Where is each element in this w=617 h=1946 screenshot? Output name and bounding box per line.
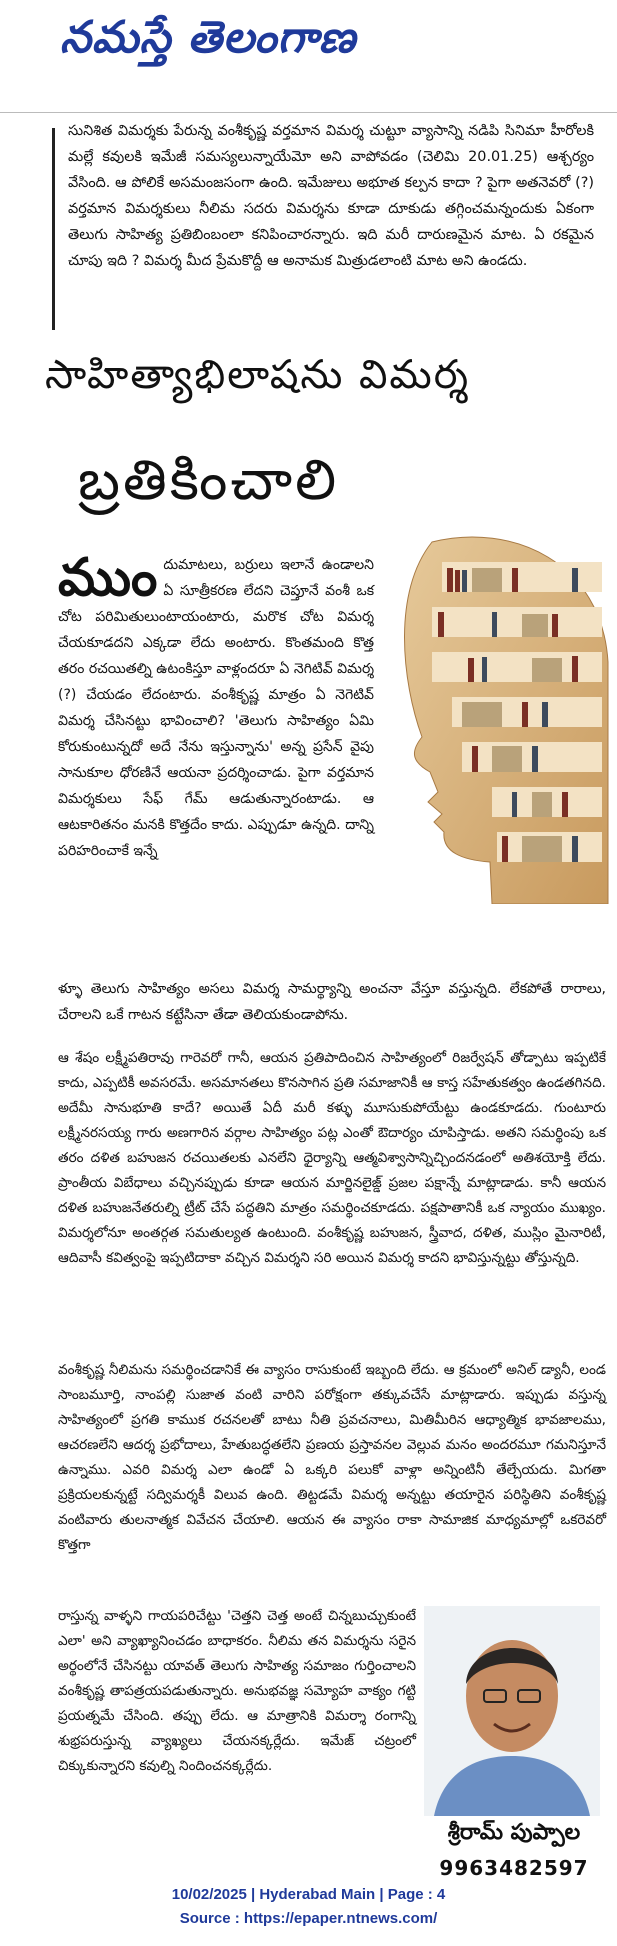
body-paragraph-1-continued: ళ్ళూ తెలుగు సాహిత్యం అసలు విమర్శ సామర్థ్యాన్ని అంచనా వేస్తూ వస్తున్నది. లేకపోతే రారాలు, చేరాలని ఒకే గాటన కట్టేసినా తేడా తెలియకుండాపోను. <box>58 981 606 1023</box>
intro-bar <box>52 128 55 330</box>
author-phone: 9963482597 <box>439 1856 589 1880</box>
body-paragraph-3: వంశీకృష్ణ నీలిమను సమర్థించడానికే ఈ వ్యాసం రాసుకుంటే ఇబ్బంది లేదు. ఆ క్రమంలో అనిల్ డ్యానీ, లండ సాంబమూర్తి, నాంపల్లి సుజాత వంటి వారిని పరోక్షంగా తక్కువచేసే మాట్లాడారు. ఇప్పుడు వస్తున్న సాహిత్యంలో ప్రగతి కాముక రచనలతో బాటు నీతి ప్రవచనాలు, మితిమీరిన ఆధ్యాత్మిక భావజాలము, ఆచరణలేని ఆదర్శ ప్రభోదాలు, హేతుబద్ధతలేని ప్రణయ ప్రస్తావనల వెల్లువ మనం అందరమూ గమనిస్తూనే ఉన్నాము. ఎవరి విమర్శ ఎలా ఉండో ఏ ఒక్కరి పలుకో వాళ్లా అన్నింటినీ తేల్చేయదు. మిగతా ప్రక్రియలకున్నట్టే సద్విమర్శకీ విలువ ఉంది. తిట్టడమే విమర్శ అన్నట్టు తయారైన పరిస్థితిని వంశీకృష్ణ వంటివారు తులనాత్మక వివేచన చేయాలి. ఆయన ఈ వ్యాసం రాకా సామాజిక మాధ్యమాల్లో ఒకరెవరో కొత్తగా <box>58 1362 606 1553</box>
head-bookshelf-illustration <box>372 532 610 904</box>
author-name: శ్రీరామ్ పుప్పాల <box>447 1820 581 1845</box>
masthead <box>60 6 480 86</box>
headline-line-1: సాహిత్యాభిలాషను విమర్శ <box>45 352 471 398</box>
drop-cap: ముం <box>58 548 158 608</box>
body-paragraph-4: రాస్తున్న వాళ్ళని గాయపరిచేట్టు 'చెత్తని చెత్త అంటే చిన్నబుచ్చుకుంటే ఎలా' అని వ్యాఖ్యానించడం బాధాకరం. నీలిమ తన విమర్శను సరైన అర్థంలోనే చేసినట్టు యావత్ తెలుగు సాహిత్య సమాజం గుర్తించాలని వంశీకృష్ణ తాపత్రయపడుతున్నారు. అనుభవజ్ఞ సమ్యోహ వాక్యం గట్టి ప్రయత్నమే చేసింది. తప్పు లేదు. ఆ మాత్రానికి విమర్శా రంగాన్ని శుభ్రపరుస్తున్న వ్యాఖ్యలు చేయనక్కర్లేదు. ఇమేజ్ చట్రంలో చిక్కుకున్నారని కవుల్ని నిందించనక్కర్లేదు. <box>58 1608 416 1774</box>
body-paragraph-2: ఆ శేషం లక్ష్మీపతిరావు గారెవరో గానీ, ఆయన ప్రతిపాదించిన సాహిత్యంలో రిజర్వేషన్ తోడ్పాటు ఇప్పటికే కాదు, ఎప్పటికీ అవసరమే. అసమానతలు కొనసాగిన ప్రతి సమాజానికీ ఆ కాస్త సహేతుకత్వం ఉండతగినది. అదేమీ సానుభూతి కాదే? అయితే ఏదీ మరీ కళ్ళు మూసుకుపోయేట్టు ఉండకూడదు. గుంటూరు లక్ష్మీనరసయ్య గారు అణగారిన వర్గాల సాహిత్యం పట్ల ఎంతో ఔదార్యం చూపిస్తాడు. అతని సమర్థింపు ఒక తరం దళిత బహుజన రచయితలకు ఎనలేని ధైర్యాన్ని ఆత్మవిశ్వాసాన్నిచ్చిందనడంలో అతిశయోక్తి లేదు. ప్రాంతీయ విబేధాలు వచ్చినప్పుడు కూడా ఆయన మార్జినలైజ్డ్ ప్రజల పక్షాన్నే మాట్లాడాడు. కానీ ఆయన దళిత బహుజనేతరుల్ని ట్రీట్ చేసే పద్ధతిని మాత్రం సమర్థించకూడదు. పక్షపాతానికీ ఒక న్యాయం ముఖ్యం. విమర్శలోనూ అంతర్గత సమతుల్యత ఉంటుంది. వంశీకృష్ణ బహుజన, స్త్రీవాద, దళిత, ముస్లిం మైనారిటీ, ఆదివాసీ కవిత్వంపై ఇప్పటిదాకా వచ్చిన విమర్శని సరి అయిన విమర్శ కాదని భావిస్తున్నట్టు తోస్తున్నది. <box>58 1050 606 1266</box>
body-paragraph-1-text: దుమాటలు, బర్రులు ఇలానే ఉండాలని ఏ సూత్రీకరణ లేదని చెప్తూనే వంశీ ఒక చోట పరిమితులుంటాయంటారు, మరొక చోట విమర్శ చేయకూడదని ఎక్కడా లేదు అంటారు. కొంతమంది కొత్త తరం రచయితల్ని ఉటంకిస్తూ వాళ్లందరూ ఏ నెగిటివ్ విమర్శ (?) చేయడం లేదంటారు. వంశీకృష్ణ మాత్రం ఏ నెగెటివ్ విమర్శ చేసినట్టు భావించాలి? 'తెలుగు సాహిత్యం ఏమి కోరుకుంటున్నదో అదే నేను ఇస్తున్నాను' అన్న ప్రసేన్ వైపు సానుకూల ధోరణినే ఆయనా ప్రదర్శించాడు. పైగా వర్తమాన విమర్శకులు సేఫ్ గేమ్ ఆడుతున్నారంటాడు. ఆ ఆటకారితనం మనకి కొత్తదేం కాదు. ఎప్పుడూ ఉన్నది. దాన్ని పరిహరించాకే ఇన్నే <box>58 557 374 859</box>
author-photo <box>424 1606 600 1816</box>
footer-source-link[interactable]: Source : https://epaper.ntnews.com/ <box>179 1910 438 1927</box>
headline-line-2: బ్రతికించాలి <box>78 448 340 513</box>
masthead-title: నమస్తే తెలంగాణ <box>60 12 357 63</box>
masthead-rule <box>0 112 617 113</box>
intro-paragraph: సునిశిత విమర్శకు పేరున్న వంశీకృష్ణ వర్తమాన విమర్శ చుట్టూ వ్యాసాన్ని నడిపి సినిమా హీరోలకి మల్లే కవులకి ఇమేజీ సమస్యలున్నాయేమో అని వాపోవడం (చెలిమి 20.01.25) ఆశ్చర్యం వేసింది. ఆ పోలికే అసమంజసంగా ఉంది. ఇమేజులు అభూత కల్పన కాదా ? పైగా అతనెవరో (?) వర్తమాన విమర్శకులు నీలిమ సదరు విమర్శను కూడా దూకుడు తగ్గించమన్నందుకు ఏకంగా తెలుగు సాహిత్య ప్రతిబింబంలా కనిపించారన్నారు. ఇది మరీ దారుణమైన మాట. ఏ రకమైన చూపు ఇది ? విమర్శ మీద ప్రేమకొద్దీ ఆ అనామక మిత్రుడలాంటి మాట అని ఉండదు. <box>68 123 594 269</box>
footer-edition-info: 10/02/2025 | Hyderabad Main | Page : 4 <box>171 1886 446 1903</box>
body-paragraph-1 <box>58 548 374 972</box>
